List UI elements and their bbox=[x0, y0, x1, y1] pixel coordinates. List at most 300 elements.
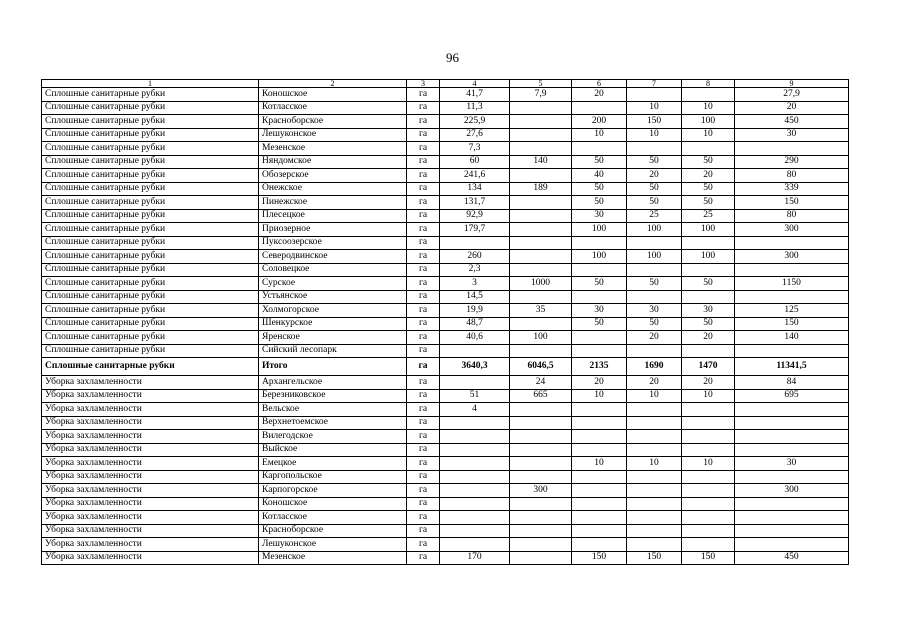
cell-col9 bbox=[735, 511, 849, 525]
table-row bbox=[42, 88, 849, 102]
cell-col5 bbox=[510, 169, 572, 183]
cell-type: Сплошные санитарные рубки bbox=[42, 209, 259, 223]
cell-unit: га bbox=[407, 169, 440, 183]
cell-col9: 30 bbox=[735, 128, 849, 142]
cell-unit: га bbox=[407, 277, 440, 291]
cell-type: Сплошные санитарные рубки bbox=[42, 358, 259, 376]
cell-col4 bbox=[440, 236, 510, 250]
cell-col4: 11,3 bbox=[440, 101, 510, 115]
cell-col9: 300 bbox=[735, 484, 849, 498]
cell-unit: га bbox=[407, 317, 440, 331]
cell-col6: 30 bbox=[572, 209, 627, 223]
cell-col6: 200 bbox=[572, 115, 627, 129]
cell-col6 bbox=[572, 142, 627, 156]
cell-type: Сплошные санитарные рубки bbox=[42, 277, 259, 291]
cell-col8: 10 bbox=[682, 457, 735, 471]
cell-col6 bbox=[572, 416, 627, 430]
cell-unit: га bbox=[407, 430, 440, 444]
cell-col5: 100 bbox=[510, 331, 572, 345]
table-row bbox=[42, 524, 849, 538]
cell-area: Северодвинское bbox=[259, 250, 407, 264]
cell-col8: 50 bbox=[682, 317, 735, 331]
cell-col9: 290 bbox=[735, 155, 849, 169]
cell-col5 bbox=[510, 403, 572, 417]
cell-area: Красноборское bbox=[259, 115, 407, 129]
cell-col8 bbox=[682, 430, 735, 444]
cell-col8 bbox=[682, 142, 735, 156]
cell-col4: 14,5 bbox=[440, 290, 510, 304]
cell-unit: га bbox=[407, 101, 440, 115]
cell-col9: 30 bbox=[735, 457, 849, 471]
cell-col8: 10 bbox=[682, 389, 735, 403]
cell-col7 bbox=[627, 344, 682, 358]
cell-unit: га bbox=[407, 250, 440, 264]
cell-col9: 300 bbox=[735, 250, 849, 264]
column-number-8: 8 bbox=[682, 80, 735, 88]
cell-type: Уборка захламленности bbox=[42, 538, 259, 552]
cell-type: Уборка захламленности bbox=[42, 403, 259, 417]
cell-unit: га bbox=[407, 223, 440, 237]
cell-unit: га bbox=[407, 551, 440, 565]
cell-col4: 131,7 bbox=[440, 196, 510, 210]
cell-area: Приозерное bbox=[259, 223, 407, 237]
cell-col6: 50 bbox=[572, 155, 627, 169]
cell-unit: га bbox=[407, 484, 440, 498]
cell-col8: 10 bbox=[682, 128, 735, 142]
cell-col6: 50 bbox=[572, 277, 627, 291]
cell-col6 bbox=[572, 511, 627, 525]
cell-col8 bbox=[682, 290, 735, 304]
cell-col9 bbox=[735, 142, 849, 156]
cell-type: Сплошные санитарные рубки bbox=[42, 331, 259, 345]
table-row bbox=[42, 209, 849, 223]
cell-type: Сплошные санитарные рубки bbox=[42, 304, 259, 318]
cell-col4: 3 bbox=[440, 277, 510, 291]
cell-col4: 179,7 bbox=[440, 223, 510, 237]
cell-unit: га bbox=[407, 497, 440, 511]
cell-col4: 27,6 bbox=[440, 128, 510, 142]
cell-col7 bbox=[627, 524, 682, 538]
cell-type: Сплошные санитарные рубки bbox=[42, 344, 259, 358]
cell-col7: 50 bbox=[627, 277, 682, 291]
cell-col6: 40 bbox=[572, 169, 627, 183]
cell-col9: 1150 bbox=[735, 277, 849, 291]
column-number-6: 6 bbox=[572, 80, 627, 88]
cell-unit: га bbox=[407, 196, 440, 210]
cell-col6: 150 bbox=[572, 551, 627, 565]
cell-col4 bbox=[440, 497, 510, 511]
column-number-9: 9 bbox=[735, 80, 849, 88]
cell-col6 bbox=[572, 101, 627, 115]
cell-area: Няндомское bbox=[259, 155, 407, 169]
cell-type: Уборка захламленности bbox=[42, 497, 259, 511]
cell-col8 bbox=[682, 236, 735, 250]
cell-col7: 100 bbox=[627, 223, 682, 237]
cell-col5: 1000 bbox=[510, 277, 572, 291]
cell-col5 bbox=[510, 497, 572, 511]
cell-area: Березниковское bbox=[259, 389, 407, 403]
cell-col9: 695 bbox=[735, 389, 849, 403]
cell-area: Лешуконское bbox=[259, 538, 407, 552]
cell-col7 bbox=[627, 236, 682, 250]
cell-type: Сплошные санитарные рубки bbox=[42, 88, 259, 102]
cell-unit: га bbox=[407, 115, 440, 129]
cell-col6 bbox=[572, 331, 627, 345]
cell-col5 bbox=[510, 115, 572, 129]
cell-area: Красноборское bbox=[259, 524, 407, 538]
cell-col4: 60 bbox=[440, 155, 510, 169]
cell-unit: га bbox=[407, 511, 440, 525]
cell-col7 bbox=[627, 538, 682, 552]
cell-unit: га bbox=[407, 376, 440, 390]
cell-col6 bbox=[572, 538, 627, 552]
cell-col6: 10 bbox=[572, 457, 627, 471]
table-row bbox=[42, 470, 849, 484]
table-row bbox=[42, 457, 849, 471]
cell-col7 bbox=[627, 416, 682, 430]
cell-col5 bbox=[510, 263, 572, 277]
cell-col8: 50 bbox=[682, 196, 735, 210]
cell-area: Итого bbox=[259, 358, 407, 376]
cell-col5: 7,9 bbox=[510, 88, 572, 102]
cell-type: Уборка захламленности bbox=[42, 484, 259, 498]
cell-col6: 30 bbox=[572, 304, 627, 318]
cell-col7 bbox=[627, 403, 682, 417]
cell-col8 bbox=[682, 470, 735, 484]
cell-col4 bbox=[440, 416, 510, 430]
cell-col6: 2135 bbox=[572, 358, 627, 376]
cell-col8 bbox=[682, 416, 735, 430]
cell-type: Уборка захламленности bbox=[42, 430, 259, 444]
cell-unit: га bbox=[407, 344, 440, 358]
cell-area: Соловецкое bbox=[259, 263, 407, 277]
cell-col7: 50 bbox=[627, 317, 682, 331]
cell-col5: 6046,5 bbox=[510, 358, 572, 376]
table-row bbox=[42, 497, 849, 511]
table-row bbox=[42, 317, 849, 331]
cell-unit: га bbox=[407, 142, 440, 156]
cell-unit: га bbox=[407, 88, 440, 102]
cell-col5 bbox=[510, 101, 572, 115]
cell-col4: 19,9 bbox=[440, 304, 510, 318]
cell-col5 bbox=[510, 128, 572, 142]
cell-col7 bbox=[627, 443, 682, 457]
cell-col7: 50 bbox=[627, 182, 682, 196]
cell-unit: га bbox=[407, 155, 440, 169]
table-row bbox=[42, 155, 849, 169]
cell-unit: га bbox=[407, 403, 440, 417]
cell-type: Сплошные санитарные рубки bbox=[42, 115, 259, 129]
cell-type: Сплошные санитарные рубки bbox=[42, 223, 259, 237]
table-body bbox=[42, 88, 849, 565]
cell-type: Сплошные санитарные рубки bbox=[42, 182, 259, 196]
cell-col8 bbox=[682, 344, 735, 358]
cell-col5 bbox=[510, 142, 572, 156]
cell-type: Сплошные санитарные рубки bbox=[42, 263, 259, 277]
column-number-5: 5 bbox=[510, 80, 572, 88]
cell-col4 bbox=[440, 344, 510, 358]
cell-col9: 84 bbox=[735, 376, 849, 390]
cell-col8: 50 bbox=[682, 277, 735, 291]
cell-col7 bbox=[627, 88, 682, 102]
cell-col9 bbox=[735, 430, 849, 444]
cell-col4 bbox=[440, 538, 510, 552]
table-row bbox=[42, 484, 849, 498]
cell-col6: 100 bbox=[572, 250, 627, 264]
cell-col7 bbox=[627, 430, 682, 444]
page-number: 96 bbox=[446, 50, 459, 65]
cell-col6 bbox=[572, 470, 627, 484]
cell-col7: 20 bbox=[627, 376, 682, 390]
cell-col8 bbox=[682, 443, 735, 457]
cell-col4 bbox=[440, 524, 510, 538]
cell-col5: 140 bbox=[510, 155, 572, 169]
cell-col6: 50 bbox=[572, 196, 627, 210]
cell-area: Холмогорское bbox=[259, 304, 407, 318]
table-row bbox=[42, 430, 849, 444]
cell-col6 bbox=[572, 290, 627, 304]
cell-col4 bbox=[440, 443, 510, 457]
cell-col9 bbox=[735, 263, 849, 277]
cell-col9 bbox=[735, 524, 849, 538]
cell-col7 bbox=[627, 484, 682, 498]
cell-col8: 25 bbox=[682, 209, 735, 223]
cell-unit: га bbox=[407, 331, 440, 345]
cell-col5 bbox=[510, 524, 572, 538]
cell-type: Сплошные санитарные рубки bbox=[42, 290, 259, 304]
table-row bbox=[42, 115, 849, 129]
cell-col4 bbox=[440, 484, 510, 498]
cell-col8 bbox=[682, 497, 735, 511]
cell-col6 bbox=[572, 443, 627, 457]
cell-col6 bbox=[572, 344, 627, 358]
cell-area: Шенкурское bbox=[259, 317, 407, 331]
cell-col6 bbox=[572, 403, 627, 417]
table-row bbox=[42, 128, 849, 142]
cell-col8: 150 bbox=[682, 551, 735, 565]
cell-col6 bbox=[572, 497, 627, 511]
column-number-7: 7 bbox=[627, 80, 682, 88]
cell-col4: 225,9 bbox=[440, 115, 510, 129]
cell-col8: 100 bbox=[682, 115, 735, 129]
cell-col8 bbox=[682, 484, 735, 498]
cell-col8 bbox=[682, 88, 735, 102]
cell-col4 bbox=[440, 376, 510, 390]
cell-area: Архангельское bbox=[259, 376, 407, 390]
cell-col4 bbox=[440, 457, 510, 471]
cell-col9: 80 bbox=[735, 209, 849, 223]
cell-area: Устьянское bbox=[259, 290, 407, 304]
table-row bbox=[42, 223, 849, 237]
cell-type: Уборка захламленности bbox=[42, 470, 259, 484]
cell-col5 bbox=[510, 290, 572, 304]
table-row bbox=[42, 236, 849, 250]
cell-area: Сийский лесопарк bbox=[259, 344, 407, 358]
cell-type: Сплошные санитарные рубки bbox=[42, 317, 259, 331]
cell-col8 bbox=[682, 511, 735, 525]
cell-type: Сплошные санитарные рубки bbox=[42, 101, 259, 115]
table-row bbox=[42, 169, 849, 183]
cell-col7 bbox=[627, 142, 682, 156]
table-row bbox=[42, 142, 849, 156]
cell-col7: 20 bbox=[627, 169, 682, 183]
cell-col4: 41,7 bbox=[440, 88, 510, 102]
column-number-row bbox=[42, 80, 849, 88]
cell-unit: га bbox=[407, 304, 440, 318]
table-row bbox=[42, 304, 849, 318]
cell-col6 bbox=[572, 524, 627, 538]
cell-col9: 300 bbox=[735, 223, 849, 237]
cell-col6: 10 bbox=[572, 389, 627, 403]
cell-col5 bbox=[510, 551, 572, 565]
cell-col7 bbox=[627, 290, 682, 304]
cell-type: Сплошные санитарные рубки bbox=[42, 250, 259, 264]
cell-area: Мезенское bbox=[259, 142, 407, 156]
cell-col6 bbox=[572, 236, 627, 250]
cell-unit: га bbox=[407, 182, 440, 196]
cell-col8: 10 bbox=[682, 101, 735, 115]
cell-type: Сплошные санитарные рубки bbox=[42, 236, 259, 250]
table-row bbox=[42, 263, 849, 277]
table-row bbox=[42, 416, 849, 430]
cell-type: Уборка захламленности bbox=[42, 457, 259, 471]
cell-col6: 100 bbox=[572, 223, 627, 237]
cell-col9: 150 bbox=[735, 196, 849, 210]
cell-col5 bbox=[510, 209, 572, 223]
cell-col7: 50 bbox=[627, 155, 682, 169]
cell-col9: 11341,5 bbox=[735, 358, 849, 376]
cell-col5 bbox=[510, 430, 572, 444]
cell-col4: 92,9 bbox=[440, 209, 510, 223]
cell-col4: 260 bbox=[440, 250, 510, 264]
cell-col8: 50 bbox=[682, 182, 735, 196]
cell-col4: 7,3 bbox=[440, 142, 510, 156]
cell-type: Сплошные санитарные рубки bbox=[42, 169, 259, 183]
cell-unit: га bbox=[407, 128, 440, 142]
cell-col5 bbox=[510, 457, 572, 471]
cell-col4: 40,6 bbox=[440, 331, 510, 345]
cell-unit: га bbox=[407, 290, 440, 304]
cell-col8: 100 bbox=[682, 250, 735, 264]
cell-unit: га bbox=[407, 236, 440, 250]
cell-col9: 339 bbox=[735, 182, 849, 196]
cell-col8: 20 bbox=[682, 331, 735, 345]
cell-col5: 35 bbox=[510, 304, 572, 318]
cell-col6: 50 bbox=[572, 317, 627, 331]
cell-col4: 51 bbox=[440, 389, 510, 403]
column-number-2: 2 bbox=[259, 80, 407, 88]
cell-col8: 20 bbox=[682, 169, 735, 183]
cell-area: Котласское bbox=[259, 511, 407, 525]
cell-col9 bbox=[735, 443, 849, 457]
table-row bbox=[42, 376, 849, 390]
cell-col4: 134 bbox=[440, 182, 510, 196]
cell-col9: 80 bbox=[735, 169, 849, 183]
cell-col8 bbox=[682, 538, 735, 552]
cell-col5: 24 bbox=[510, 376, 572, 390]
cell-col8: 30 bbox=[682, 304, 735, 318]
cell-area: Яренское bbox=[259, 331, 407, 345]
cell-col9: 27,9 bbox=[735, 88, 849, 102]
cell-col7: 30 bbox=[627, 304, 682, 318]
cell-col7: 100 bbox=[627, 250, 682, 264]
cell-unit: га bbox=[407, 524, 440, 538]
cell-col4 bbox=[440, 511, 510, 525]
cell-area: Коношское bbox=[259, 88, 407, 102]
cell-unit: га bbox=[407, 263, 440, 277]
table-row bbox=[42, 196, 849, 210]
cell-col5 bbox=[510, 344, 572, 358]
cell-col4: 48,7 bbox=[440, 317, 510, 331]
cell-unit: га bbox=[407, 389, 440, 403]
cell-col7 bbox=[627, 497, 682, 511]
cell-col5: 300 bbox=[510, 484, 572, 498]
cell-col9: 125 bbox=[735, 304, 849, 318]
cell-col9: 150 bbox=[735, 317, 849, 331]
cell-unit: га bbox=[407, 470, 440, 484]
column-number-4: 4 bbox=[440, 80, 510, 88]
cell-type: Уборка захламленности bbox=[42, 551, 259, 565]
cell-col7 bbox=[627, 263, 682, 277]
cell-col7: 25 bbox=[627, 209, 682, 223]
cell-col4: 4 bbox=[440, 403, 510, 417]
table-row bbox=[42, 403, 849, 417]
table-row bbox=[42, 290, 849, 304]
cell-col7: 10 bbox=[627, 128, 682, 142]
cell-col7: 150 bbox=[627, 115, 682, 129]
cell-col5 bbox=[510, 317, 572, 331]
cell-col6: 20 bbox=[572, 88, 627, 102]
cell-col9 bbox=[735, 344, 849, 358]
cell-col9 bbox=[735, 236, 849, 250]
table-total-row bbox=[42, 358, 849, 376]
cell-col9 bbox=[735, 290, 849, 304]
table-row bbox=[42, 101, 849, 115]
cell-col4: 3640,3 bbox=[440, 358, 510, 376]
cell-area: Каргопольское bbox=[259, 470, 407, 484]
cell-col9: 450 bbox=[735, 115, 849, 129]
cell-area: Верхнетоемское bbox=[259, 416, 407, 430]
cell-col6: 10 bbox=[572, 128, 627, 142]
cell-col5 bbox=[510, 511, 572, 525]
cell-col7 bbox=[627, 511, 682, 525]
cell-area: Вельское bbox=[259, 403, 407, 417]
table-row bbox=[42, 538, 849, 552]
cell-col5 bbox=[510, 196, 572, 210]
cell-col7: 10 bbox=[627, 457, 682, 471]
cell-col6 bbox=[572, 263, 627, 277]
cell-type: Уборка захламленности bbox=[42, 376, 259, 390]
cell-col6 bbox=[572, 484, 627, 498]
cell-area: Обозерское bbox=[259, 169, 407, 183]
cell-type: Уборка захламленности bbox=[42, 389, 259, 403]
cell-area: Пинежское bbox=[259, 196, 407, 210]
cell-col9 bbox=[735, 538, 849, 552]
table-row bbox=[42, 551, 849, 565]
cell-col6 bbox=[572, 430, 627, 444]
table-row bbox=[42, 277, 849, 291]
cell-col8: 50 bbox=[682, 155, 735, 169]
cell-col5 bbox=[510, 236, 572, 250]
table-row bbox=[42, 511, 849, 525]
cell-unit: га bbox=[407, 538, 440, 552]
cell-type: Уборка захламленности bbox=[42, 524, 259, 538]
table-row bbox=[42, 344, 849, 358]
cell-col5 bbox=[510, 223, 572, 237]
cell-type: Сплошные санитарные рубки bbox=[42, 142, 259, 156]
data-table bbox=[41, 79, 849, 565]
cell-type: Уборка захламленности bbox=[42, 443, 259, 457]
